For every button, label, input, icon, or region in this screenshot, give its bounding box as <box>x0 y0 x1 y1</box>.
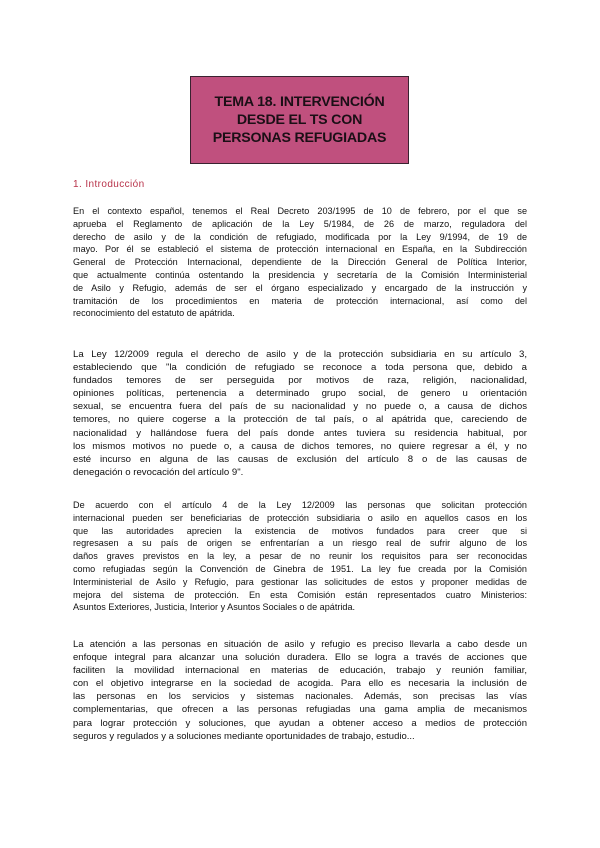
paragraph-line: Interministerial de Asilo y Refugio, para gestionar las solicitudes de estos y proponer medidas de <box>73 576 527 587</box>
paragraph-4 <box>73 638 527 743</box>
title-line-1: TEMA 18. INTERVENCIÓN <box>214 94 385 110</box>
paragraph-line: que actualmente continúa ostentando la presidencia y secretaría de la Comisión Interministerial <box>73 269 527 280</box>
section-heading: 1. Introducción <box>73 179 145 190</box>
paragraph-line: opiniones políticas, pertenencia a determinado grupo social, de genero u orientación <box>73 388 527 400</box>
paragraph-3 <box>73 499 527 614</box>
paragraph-2 <box>73 348 527 479</box>
paragraph-line: estableciendo que "la condición de refugiado se reconoce a toda persona que, debido a <box>73 362 527 374</box>
paragraph-line: los mismos motivos no puede o, a causa de dichos temores, no quiere regresar a él, y no <box>73 440 527 452</box>
paragraph-line: internacional pueden ser beneficiarias de protección subsidiaria o asilo en aquellos casos en los <box>73 512 527 523</box>
paragraph-line: con el objetivo integrarse en la sociedad de acogida. Para ello es necesaria la inclusión de <box>73 678 527 690</box>
paragraph-line: denegación o revocación del artículo 9". <box>73 466 244 478</box>
paragraph-line: para lograr protección y soluciones, que ayudan a obtener acceso a medios de protección <box>73 717 527 729</box>
paragraph-line: De acuerdo con el artículo 4 de la Ley 12/2009 las personas que solicitan protección <box>73 500 527 510</box>
paragraph-line: faciliten la movilidad internacional en materias de educación, trabajo y reunión familiar, <box>73 665 527 677</box>
paragraph-line: aprueba el Reglamento de aplicación de la Ley 5/1984, de 26 de marzo, reguladora del <box>73 218 527 229</box>
paragraph-line: General de Protección Internacional, dependiente de la Dirección General de Política Interior, <box>73 257 527 268</box>
paragraph-line: esté incurso en alguna de las causas de exclusión del artículo 8 o de las causas de <box>73 453 527 465</box>
paragraph-line: En el contexto español, tenemos el Real Decreto 203/1995 de 10 de febrero, por el que se <box>73 206 527 216</box>
paragraph-line: daños graves previstos en la ley, a pesar de no reunir los requisitos para ser reconocidas <box>73 551 527 562</box>
paragraph-line: derecho de asilo y de la condición de refugiado, modificada por la Ley 9/1994, de 19 de <box>73 231 527 242</box>
title-box <box>190 76 409 164</box>
paragraph-line: mejora del sistema de protección. En esta Comisión están representados cuatro Ministerios: <box>73 589 527 600</box>
paragraph-line: complementarias, que ofrecen a las personas refugiadas una gama amplia de mecanismos <box>73 704 527 716</box>
paragraph-line: nacionalidad y hallándose fuera del país donde antes tuviera su residencia habitual, por <box>73 427 527 439</box>
paragraph-line: sexual, se encuentra fuera del país de su nacionalidad y no puede o, a causa de dichos <box>73 401 527 413</box>
paragraph-line: La Ley 12/2009 regula el derecho de asilo y de la protección subsidiaria en su artículo 3, <box>73 349 527 360</box>
paragraph-line: La atención a las personas en situación de asilo y refugio es preciso llevarla a cabo desde un <box>73 639 527 650</box>
paragraph-line: de Asilo y Refugio, además de ser el órgano especializado y encargado de la instrucción y <box>73 282 527 293</box>
title-line-2: DESDE EL TS CON <box>236 112 363 128</box>
paragraph-line: temores, no quiere cogerse a la protección de tal país, o al apátrida que, careciendo de <box>73 414 527 426</box>
paragraph-line: como refugiadas según la Convención de Ginebra de 1951. La ley fue creada por la Comisión <box>73 563 527 574</box>
paragraph-line: reconocimiento del estatuto de apátrida. <box>73 308 235 319</box>
paragraph-line: regresasen a su país de origen se enfrentarían a un riesgo real de sufrir alguno de los <box>73 538 527 549</box>
paragraph-line: mayo. Por él se estableció el sistema de protección internacional en España, en la Subdirección <box>73 244 527 255</box>
paragraph-line: que las autoridades aprecien la existencia de motivos fundados para creer que si <box>73 525 527 536</box>
paragraph-line: tramitación de los procedimientos en materia de protección internacional, así como del <box>73 295 527 306</box>
paragraph-line: fundados temores de ser perseguida por motivos de raza, religión, nacionalidad, <box>73 375 527 387</box>
paragraph-line: seguros y regulados y a soluciones mediante oportunidades de trabajo, estudio... <box>73 730 415 742</box>
paragraph-line: las personas en los servicios y sistemas nacionales. Además, son precisas las vías <box>73 691 527 703</box>
paragraph-line: Asuntos Exteriores, Justicia, Interior y Asuntos Sociales o de apátrida. <box>73 602 356 613</box>
title-line-3: PERSONAS REFUGIADAS <box>212 130 387 146</box>
paragraph-line: enfoque integral para alcanzar una solución duradera. Ello se logra a través de acciones que <box>73 652 527 664</box>
paragraph-1 <box>73 205 527 320</box>
